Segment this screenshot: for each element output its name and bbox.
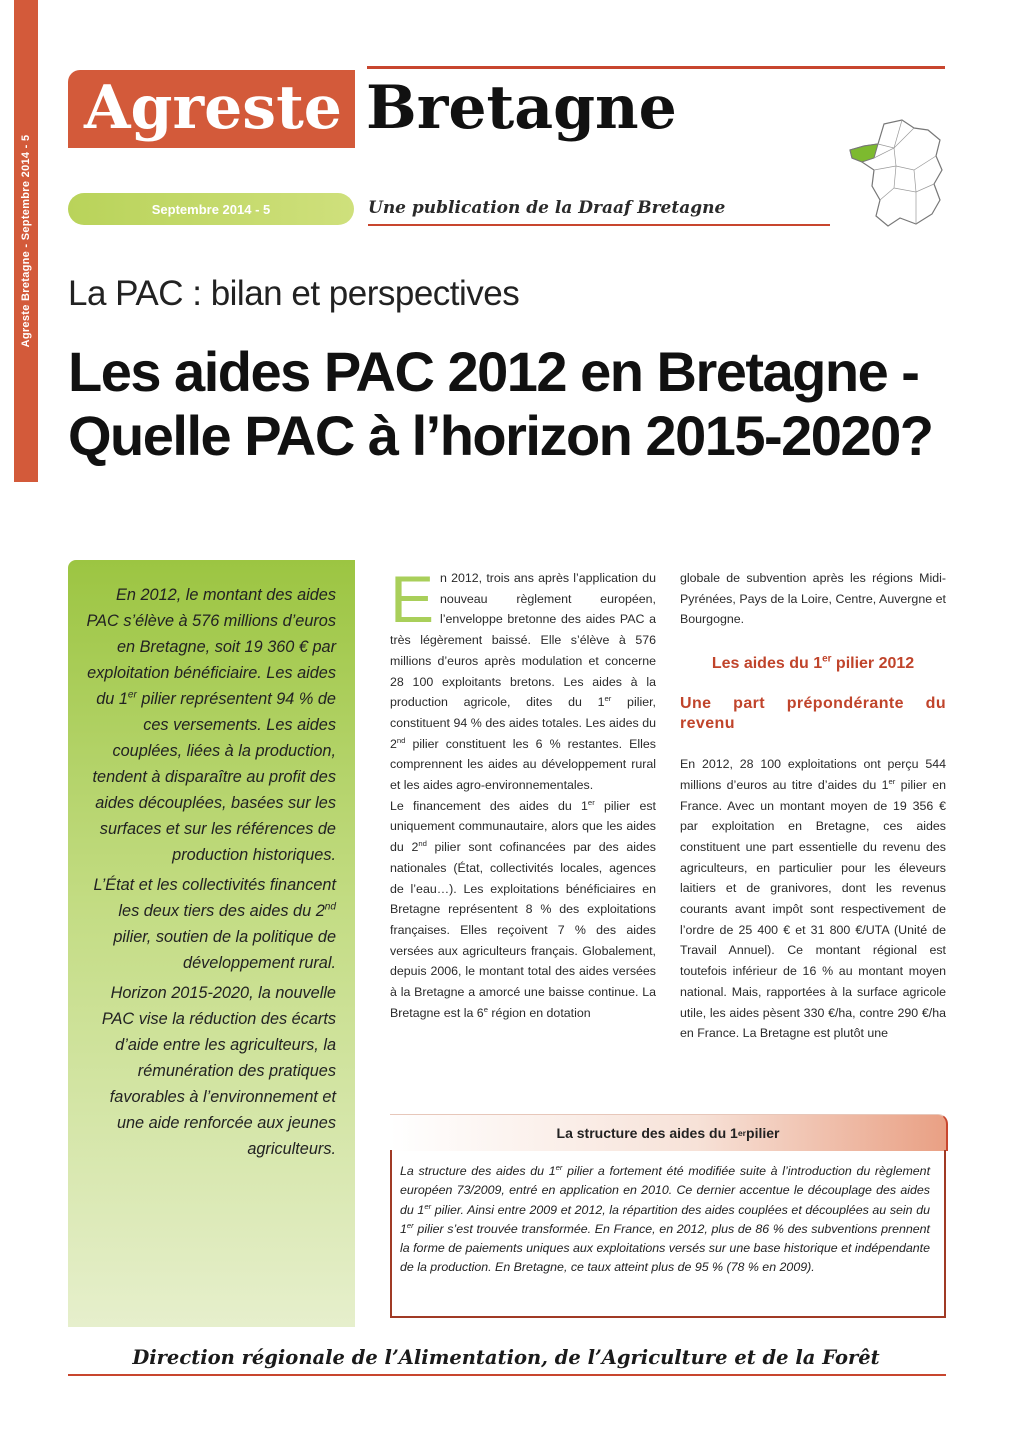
side-band [14,0,38,482]
section-title: Les aides du 1er pilier 2012 [711,653,915,673]
insert-title: La structure des aides du 1 er pilier [390,1114,948,1151]
insert-box [390,1150,946,1320]
publication-line: Une publication de la Draaf Bretagne [368,198,726,218]
body-paragraph: Le financement des aides du 1er pilier est uniquement communautaire, alors que les aides du 2nd pilier sont cofinancées par des aides nationales (État, collectivités locales, agences de l’eau…). Les exploitations bénéficiaires en Bretagne représentent 8 % des exploitations françaises. Elles reçoivent 7 % des aides versées aux agriculteurs français. Globalement, depuis 2006, le montant total des aides versées à la Bretagne a amorcé une baisse continue. La Bretagne est la 6e région en dotation [390,797,656,1020]
publication-rule [368,224,830,226]
headline-line: Les aides PAC 2012 en Bretagne - [68,340,919,403]
lead-paragraph: Horizon 2015-2020, la nouvelle PAC vise la réduction des écarts d’aide entre les agriculteurs, la rémunération des pratiques favorables à l’environnement et une aide renforcée aux jeunes agriculteurs. [101,984,336,1158]
lead-text [84,582,336,1166]
subsection-title: Une part prépondérante du revenu [680,695,946,733]
logo-agreste: Agreste [84,73,342,143]
insert-text: La structure des aides du 1er pilier a fortement été modifiée suite à l’introduction du règlement européen 73/2009, entré en application en 2010. Ce dernier accentue le découplage des aides du 1er pilier. Ainsi entre 2009 et 2012, la répartition des aides couplées et découplées au sein du 1er pilier s’est trouvée transformée. En France, en 2012, plus de 86 % des subventions prennent la forme de paiements uniques aux exploitations versés sur une base historique et indépendante de la production. En Bretagne, ce taux atteint plus de 95 % (78 % en 2009). [400,1162,931,1275]
kicker: La PAC : bilan et perspectives [68,274,520,313]
footer-rule [68,1374,946,1376]
body-column-2 [680,568,946,1044]
body-column-1 [390,562,656,1023]
top-rule [367,66,945,69]
issue-date: Septembre 2014 - 5 [68,193,354,225]
lead-paragraph: En 2012, le montant des aides PAC s’élève à 576 millions d’euros en Bretagne, soit 19 360 € par exploitation bénéficiaire. Les aides du 1er pilier représentent 94 % de ces versements. Les aides couplées, liées à la production, tendent à disparaître au profit des aides découplées, basées sur les surfaces et sur les références de production historiques. [86,586,336,864]
body-paragraph: En 2012, 28 100 exploitations ont perçu 544 millions d’euros au titre d’aides du 1er pilier en France. Avec un montant moyen de 19 356 € par exploitation en Bretagne, ces aides constituent une part essentielle du revenu des agriculteurs, en particulier pour les éleveurs laitiers et de granivores, dont les revenus courants avant impôt sont respectivement de l’ordre de 25 400 € et 31 800 €/UTA (Unité de Travail Annuel). Ce montant régional est toutefois inférieur de 16 % au montant moyen national. Mais, rapportées à la surface agricole utile, les aides pèsent 330 €/ha, contre 290 €/ha en France. La Bretagne est plutôt une [680,757,946,1041]
headline [68,340,933,468]
france-map-icon [844,118,948,228]
body-paragraph: n 2012, trois ans après l’application du nouveau règlement européen, l’enveloppe bretonne des aides PAC a très légèrement baissé. Elle s’élève à 576 millions d’euros après modulation et concerne 28 100 exploitants bretons. Les aides à la production agricole, dites du 1er pilier, constituent 94 % des aides totales. Les aides du 2nd pilier constituent les 6 % restantes. Elles comprennent les aides au développement rural et les aides agro-environnementales. [390,571,656,793]
body-paragraph: globale de subvention après les régions Midi-Pyrénées, Pays de la Loire, Centre, Auvergne et Bourgogne. [680,571,946,627]
lead-paragraph: L’État et les collectivités financent les deux tiers des aides du 2nd pilier, soutien de la politique de développement rural. [93,876,336,972]
logo-bretagne: Bretagne [366,73,677,143]
side-band-text: Agreste Bretagne - Septembre 2014 - 5 [20,134,32,348]
headline-line: Quelle PAC à l’horizon 2015-2020? [68,404,933,467]
footer-text: Direction régionale de l’Alimentation, de l’Agriculture et de la Forêt [132,1346,880,1369]
drop-cap: E [390,562,435,636]
